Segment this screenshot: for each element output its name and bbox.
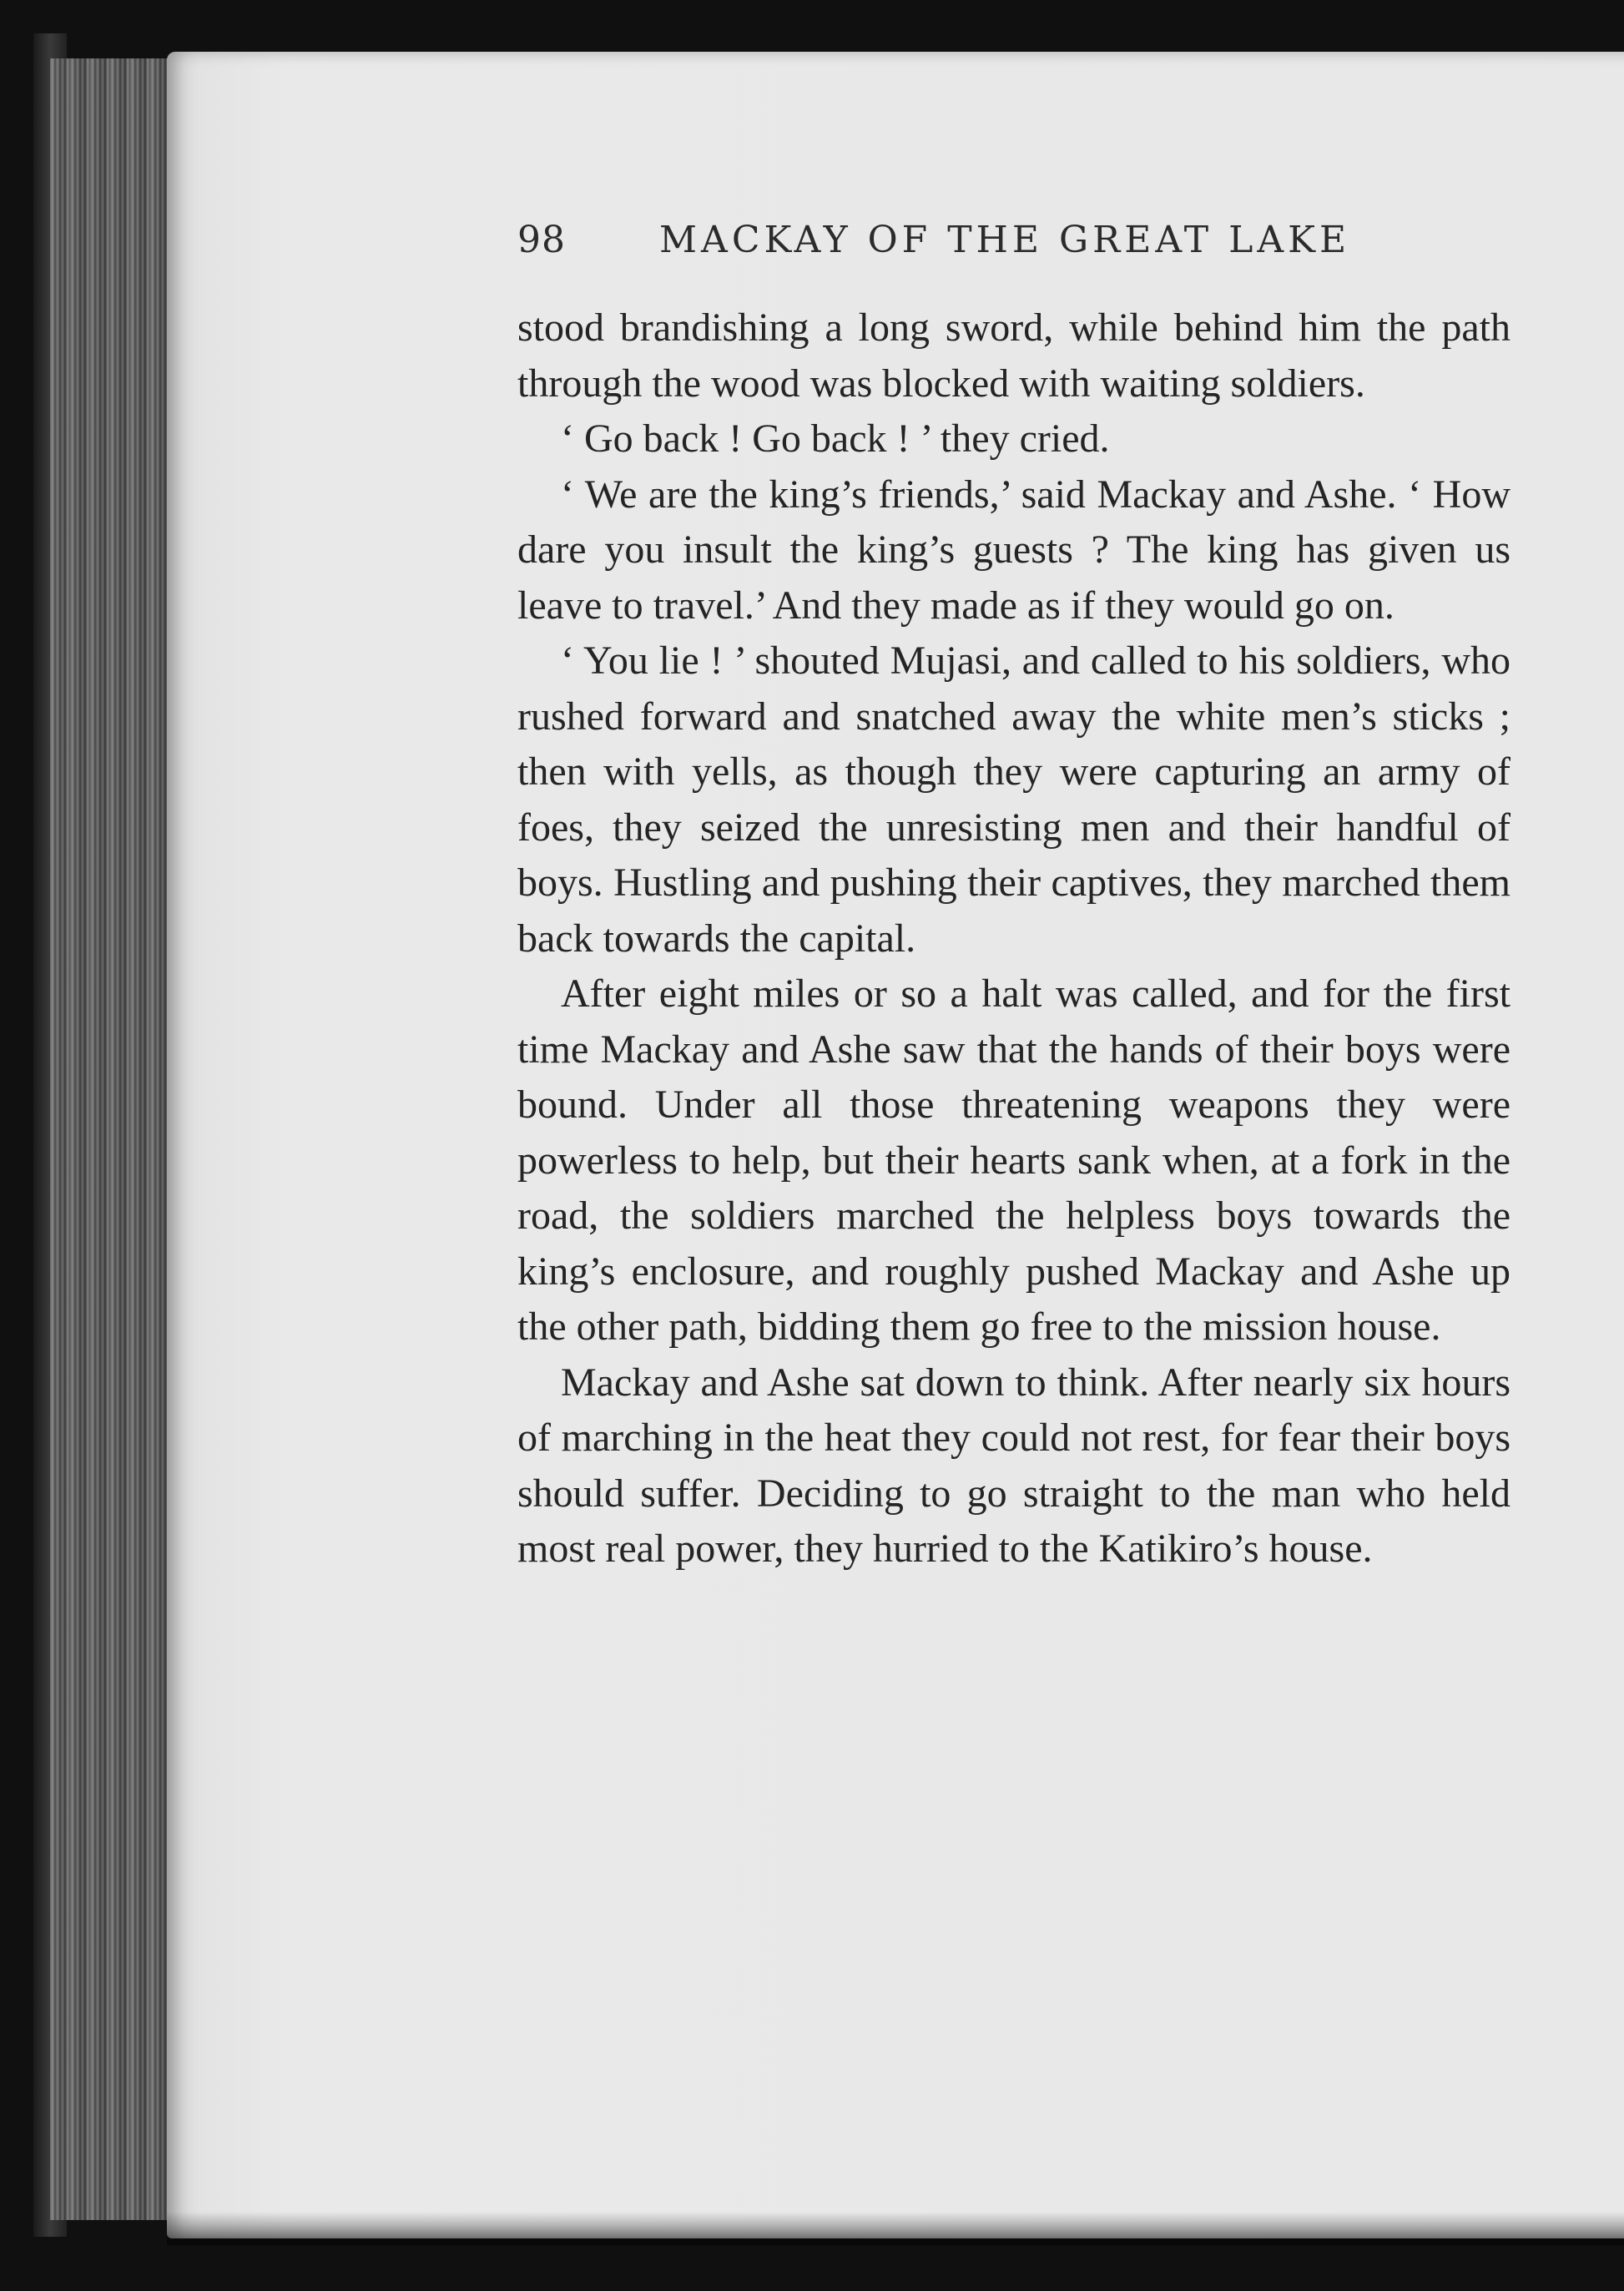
- paragraph: ‘ Go back ! Go back ! ’ they cried.: [561, 416, 1110, 461]
- paragraph: ‘ You lie ! ’ shouted Mujasi, and called to his soldiers, who rushed forward and snatched away the white men’s sticks ; then with yells, as though they were capturing an army of foes, they seized the unresisting men and their handful of boys. Hustling and pushing their captives, they marched them back towards the capital.: [517, 638, 1511, 961]
- page-bottom-shadow: [167, 2212, 1624, 2245]
- running-title: MACKAY OF THE GREAT LAKE: [659, 219, 1351, 261]
- paragraph: Mackay and Ashe sat down to think. After nearly six hours of marching in the heat they could not rest, for fear their boys should suffer. Deciding to go straight to the man who held most real power, they hurried to the Katikiro’s house.: [517, 1360, 1511, 1571]
- page-header: [517, 219, 1502, 277]
- body-text: [517, 300, 1511, 1577]
- paragraph: stood brandishing a long sword, while behind him the path through the wood was blocked with waiting soldiers.: [517, 305, 1511, 406]
- page-number: 98: [517, 219, 566, 261]
- paragraph: After eight miles or so a halt was called, and for the first time Mackay and Ashe saw that the hands of their boys were bound. Under all those threatening weapons they were powerless to help, but their hearts sank when, at a fork in the road, the soldiers marched the helpless boys towards the king’s enclosure, and roughly pushed Mackay and Ashe up the other path, bidding them go free to the mission house.: [517, 971, 1511, 1349]
- paragraph: ‘ We are the king’s friends,’ said Mackay and Ashe. ‘ How dare you insult the king’s guests ? The king has given us leave to travel.’ And they made as if they would go on.: [517, 472, 1511, 628]
